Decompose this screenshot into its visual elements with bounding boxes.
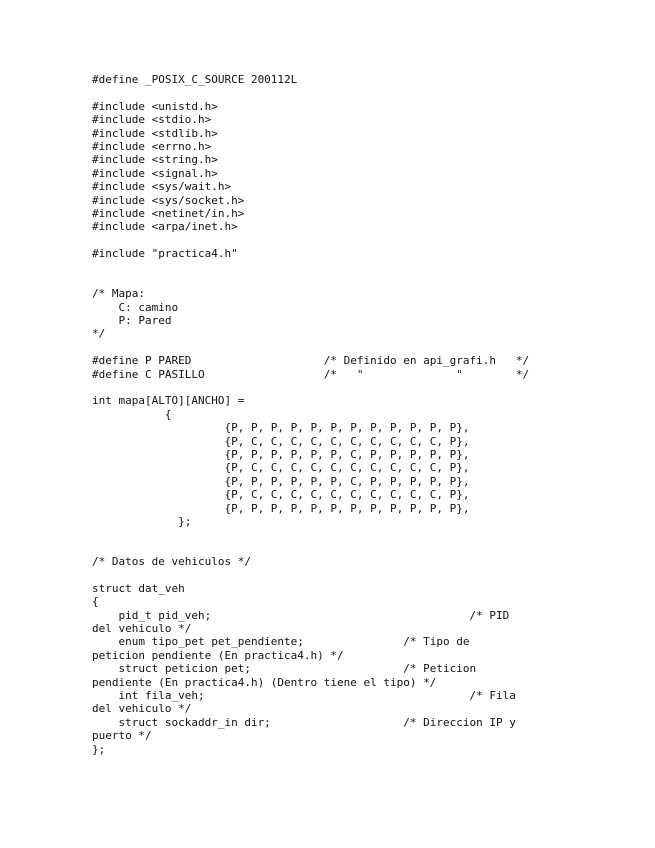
code-line-include-signal: #include <signal.h> [92, 166, 218, 180]
code-line-map-row: {P, C, C, C, C, C, C, C, C, C, C, P}, [92, 461, 470, 475]
code-line-struct-close: }; [92, 742, 106, 756]
code-line-open-brace: { [92, 407, 172, 421]
code-line-blank [92, 234, 529, 247]
code-line-pet-pendiente: enum tipo_pet pet_pendiente; /* Tipo de [92, 635, 470, 649]
code-line-include-stdlib: #include <stdlib.h> [92, 126, 218, 140]
code-line-blank [92, 260, 529, 273]
code-line-fila-veh-comment: del vehiculo */ [92, 702, 192, 716]
code-line-include-arpa-inet: #include <arpa/inet.h> [92, 220, 238, 234]
code-line-map-row: {P, C, C, C, C, C, C, C, C, C, C, P}, [92, 434, 470, 448]
code-line-comment-datos-vehiculos: /* Datos de vehiculos */ [92, 555, 251, 569]
code-line-include-stdio: #include <stdio.h> [92, 113, 212, 127]
code-line-blank [92, 542, 529, 555]
code-line-map-row: {P, C, C, C, C, C, C, C, C, C, C, P}, [92, 488, 470, 502]
code-line-blank [92, 568, 529, 581]
code-line-blank [92, 274, 529, 287]
code-line-struct-dat-veh: struct dat_veh [92, 581, 185, 595]
code-line-blank [92, 341, 529, 354]
code-line-mapa-declaration: int mapa[ALTO][ANCHO] = [92, 394, 245, 408]
code-line-map-row: {P, P, P, P, P, P, P, P, P, P, P, P}, [92, 501, 470, 515]
code-line-pet-pendiente-comment: peticion pendiente (En practica4.h) */ [92, 648, 344, 662]
code-line-include-string: #include <string.h> [92, 153, 218, 167]
code-line-comment-camino: C: camino [92, 300, 179, 314]
code-line-map-row: {P, P, P, P, P, P, P, P, P, P, P, P}, [92, 421, 470, 435]
code-line-comment-pared: P: Pared [92, 314, 172, 328]
code-line-define-posix: #define _POSIX_C_SOURCE 200112L [92, 73, 298, 86]
code-line-define-p: #define P PARED /* Definido en api_grafi.h */ [92, 354, 530, 368]
code-line-include-netinet-in: #include <netinet/in.h> [92, 206, 245, 220]
code-line-pid-veh-comment: del vehiculo */ [92, 622, 192, 636]
code-line-include-errno: #include <errno.h> [92, 139, 212, 153]
code-line-include-sys-socket: #include <sys/socket.h> [92, 193, 245, 207]
code-line-define-c: #define C PASILLO /* " " */ [92, 367, 530, 381]
code-line-map-row: {P, P, P, P, P, P, C, P, P, P, P, P}, [92, 474, 470, 488]
code-line-close-brace: }; [92, 514, 192, 528]
code-line-struct-peticion: struct peticion pet; /* Peticion [92, 662, 477, 676]
code-line-struct-peticion-comment: pendiente (En practica4.h) (Dentro tiene el tipo) */ [92, 675, 437, 689]
code-line-include-unistd: #include <unistd.h> [92, 99, 218, 113]
code-line-sockaddr-dir-comment: puerto */ [92, 729, 152, 743]
code-line-blank [92, 381, 529, 394]
code-line-comment-end: */ [92, 327, 106, 341]
code-line-fila-veh: int fila_veh; /* Fila [92, 688, 516, 702]
code-line-sockaddr-dir: struct sockaddr_in dir; /* Direccion IP y [92, 715, 516, 729]
code-line-include-practica4: #include "practica4.h" [92, 247, 238, 261]
code-line-map-row: {P, P, P, P, P, P, C, P, P, P, P, P}, [92, 447, 470, 461]
code-line-struct-open-brace: { [92, 595, 99, 609]
code-line-comment-mapa: /* Mapa: [92, 287, 145, 301]
code-line-pid-veh: pid_t pid_veh; /* PID [92, 608, 510, 622]
code-line-blank [92, 528, 529, 541]
code-line-blank [92, 86, 529, 99]
code-line-include-sys-wait: #include <sys/wait.h> [92, 180, 232, 194]
source-code-listing [92, 73, 529, 756]
